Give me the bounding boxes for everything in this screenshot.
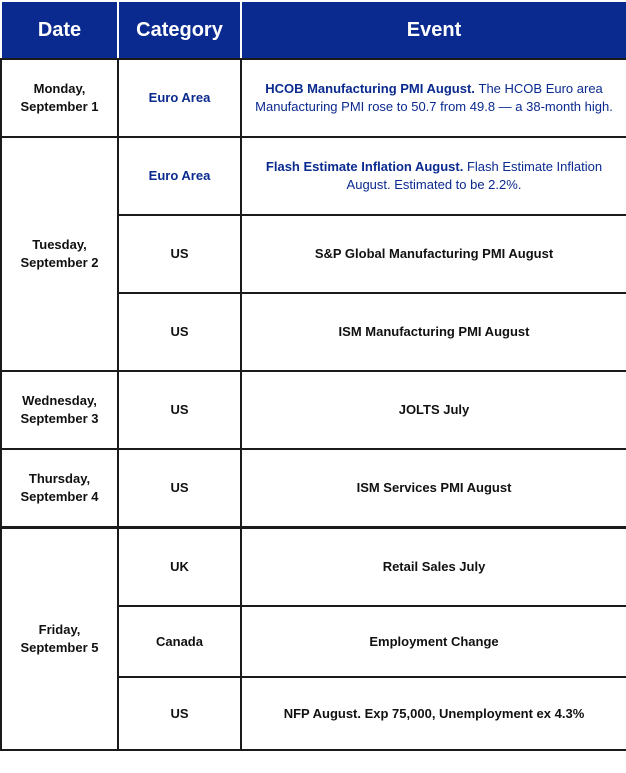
header-event: Event: [241, 1, 626, 59]
date-weekday: Thursday,: [28, 471, 91, 486]
header-date: Date: [1, 1, 118, 59]
event-cell: ISM Manufacturing PMI August: [241, 293, 626, 371]
date-cell: [1, 528, 118, 751]
table-row: [1, 528, 626, 607]
event-description: The HCOB Euro area Manufacturing PMI rose to 50.7 from 49.8 — a 38-month high.: [255, 81, 613, 114]
table-row: [1, 59, 626, 137]
event-cell: NFP August. Exp 75,000, Unemployment ex 4.3%: [241, 677, 626, 750]
date-cell: [1, 371, 118, 449]
header-category: Category: [118, 1, 241, 59]
event-title: HCOB Manufacturing PMI August.: [265, 81, 475, 96]
date-weekday: Wednesday,: [22, 393, 97, 408]
event-cell: Retail Sales July: [241, 528, 626, 607]
category-cell: Euro Area: [118, 59, 241, 137]
event-cell: [241, 59, 626, 137]
category-cell: US: [118, 449, 241, 528]
event-cell: S&P Global Manufacturing PMI August: [241, 215, 626, 293]
date-cell: [1, 137, 118, 371]
event-cell: [241, 137, 626, 215]
table-row: [1, 371, 626, 449]
event-cell: Employment Change: [241, 606, 626, 677]
date-day: September 5: [20, 640, 99, 655]
event-description: Flash Estimate Inflation August. Estimated to be 2.2%.: [346, 159, 603, 192]
header-row: [1, 1, 626, 59]
date-day: September 4: [20, 489, 99, 504]
category-cell: US: [118, 293, 241, 371]
date-day: September 3: [20, 411, 99, 426]
category-cell: US: [118, 677, 241, 750]
event-title: Flash Estimate Inflation August.: [265, 159, 464, 174]
event-cell: JOLTS July: [241, 371, 626, 449]
date-weekday: Friday,: [38, 622, 81, 637]
date-cell: [1, 59, 118, 137]
category-cell: Canada: [118, 606, 241, 677]
date-day: September 2: [20, 255, 99, 270]
date-cell: [1, 449, 118, 528]
date-day: September 1: [20, 99, 99, 114]
table-row: [1, 449, 626, 528]
category-cell: UK: [118, 528, 241, 607]
category-cell: US: [118, 215, 241, 293]
event-cell: ISM Services PMI August: [241, 449, 626, 528]
category-cell: Euro Area: [118, 137, 241, 215]
date-weekday: Tuesday,: [32, 237, 87, 252]
date-weekday: Monday,: [33, 81, 86, 96]
table-row: [1, 137, 626, 215]
category-cell: US: [118, 371, 241, 449]
